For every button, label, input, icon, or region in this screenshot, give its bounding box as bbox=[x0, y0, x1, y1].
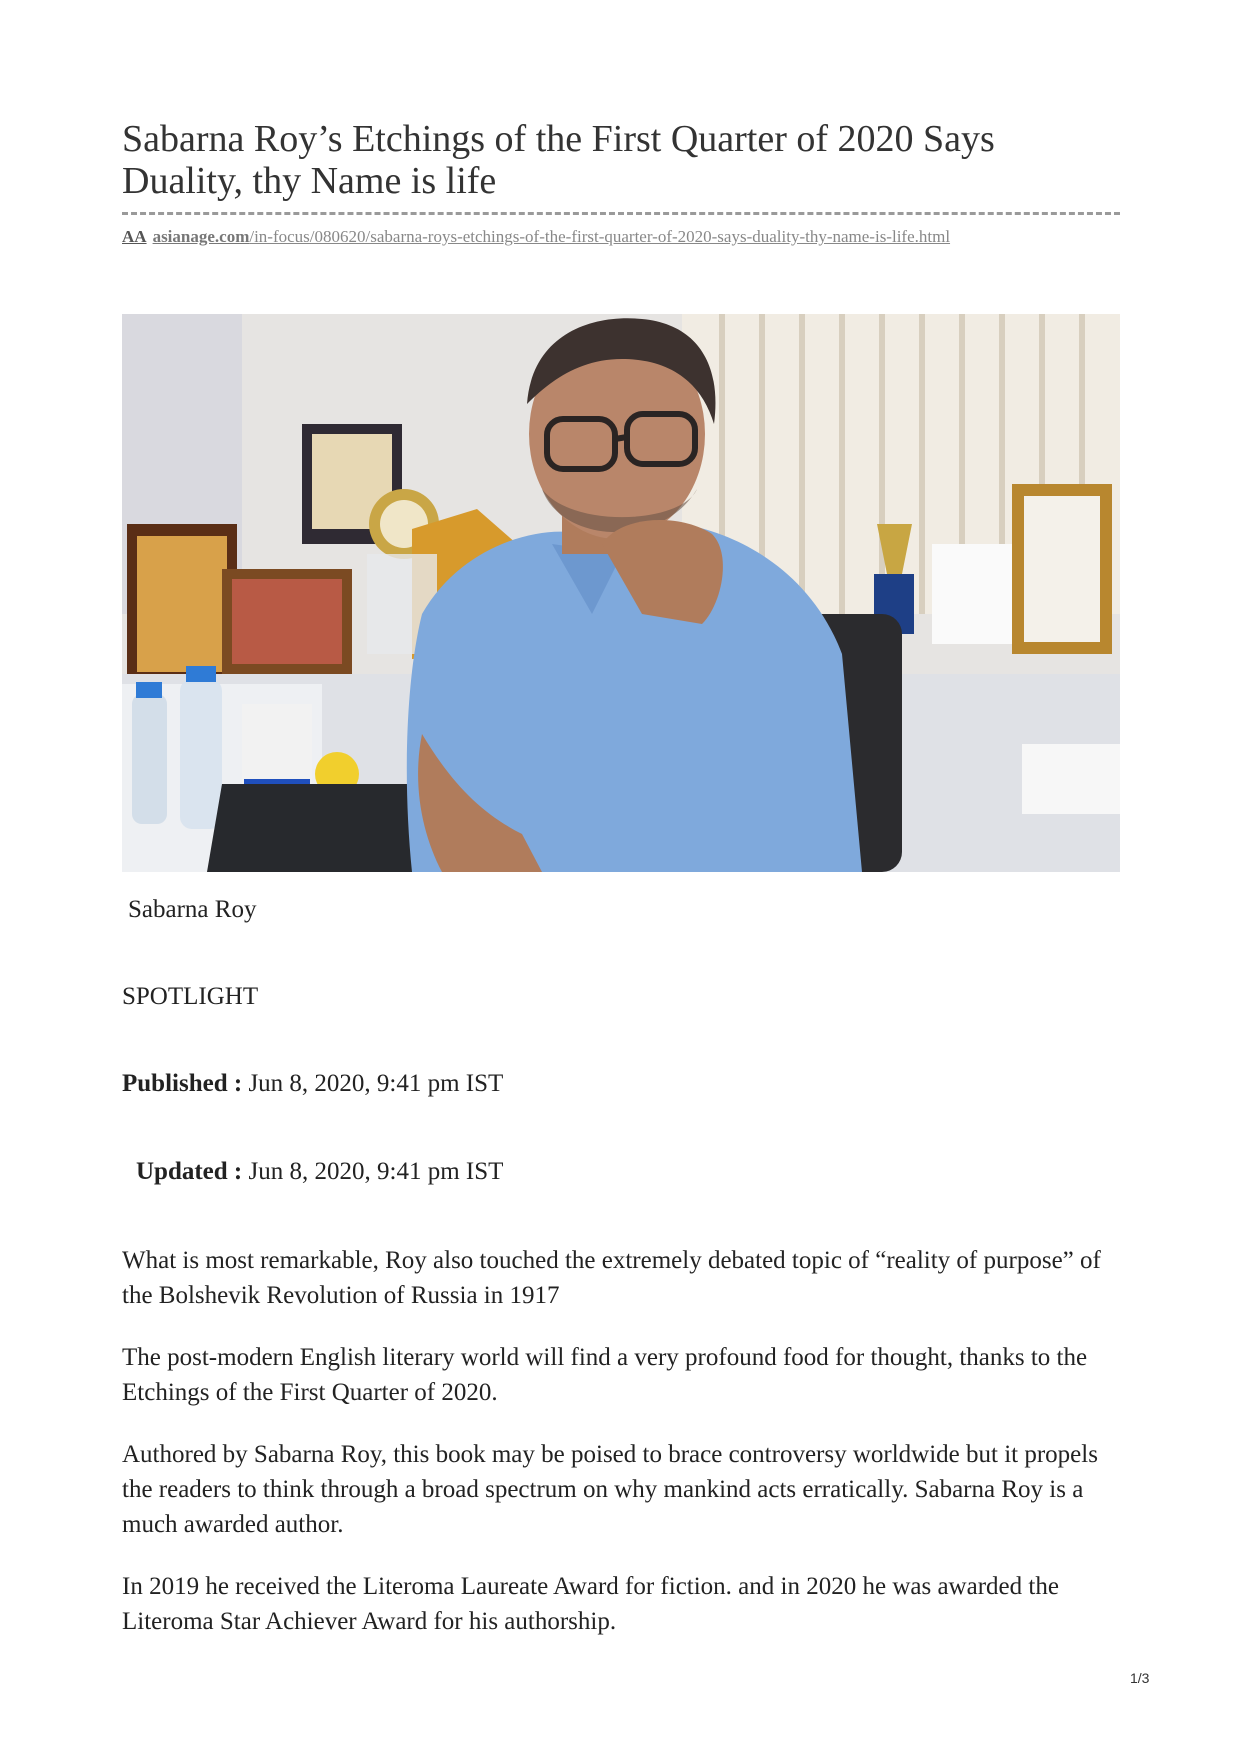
body-paragraph: Authored by Sabarna Roy, this book may be poised to brace controversy worldwide but it propels the readers to think through a broad spectrum on why mankind acts erratically. Sabarna Roy is a much awarded author. bbox=[122, 1441, 1098, 1538]
updated-date bbox=[136, 1158, 503, 1186]
source-domain-link[interactable]: asianage.com bbox=[152, 227, 250, 246]
title-divider bbox=[122, 212, 1120, 215]
body-paragraph: What is most remarkable, Roy also touched the extremely debated topic of “reality of purpose” of the Bolshevik Revolution of Russia in 1917 bbox=[122, 1247, 1101, 1309]
image-caption: Sabarna Roy bbox=[128, 896, 257, 923]
published-value: Jun 8, 2020, 9:41 pm IST bbox=[248, 1070, 504, 1097]
author-photo bbox=[122, 314, 1120, 872]
body-paragraph: In 2019 he received the Literoma Laureate Award for fiction. and in 2020 he was awarded the Literoma Star Achiever Award for his authorship. bbox=[122, 1573, 1059, 1635]
page-number: 1/3 bbox=[1130, 1670, 1150, 1686]
font-size-icon: AA bbox=[122, 227, 147, 246]
published-date bbox=[122, 1070, 503, 1098]
article-title: Sabarna Roy’s Etchings of the First Quarter of 2020 Says Duality, thy Name is life bbox=[122, 118, 995, 202]
updated-value: Jun 8, 2020, 9:41 pm IST bbox=[248, 1158, 504, 1185]
published-label: Published : bbox=[122, 1070, 243, 1097]
source-url bbox=[122, 224, 1122, 250]
source-path-link[interactable]: /in-focus/080620/sabarna-roys-etchings-of-the-first-quarter-of-2020-says-duality-thy-name-is-life.html bbox=[249, 227, 951, 246]
body-paragraph: The post-modern English literary world will find a very profound food for thought, thanks to the Etchings of the First Quarter of 2020. bbox=[122, 1344, 1088, 1406]
updated-label: Updated : bbox=[136, 1158, 243, 1185]
section-label: SPOTLIGHT bbox=[122, 983, 259, 1010]
